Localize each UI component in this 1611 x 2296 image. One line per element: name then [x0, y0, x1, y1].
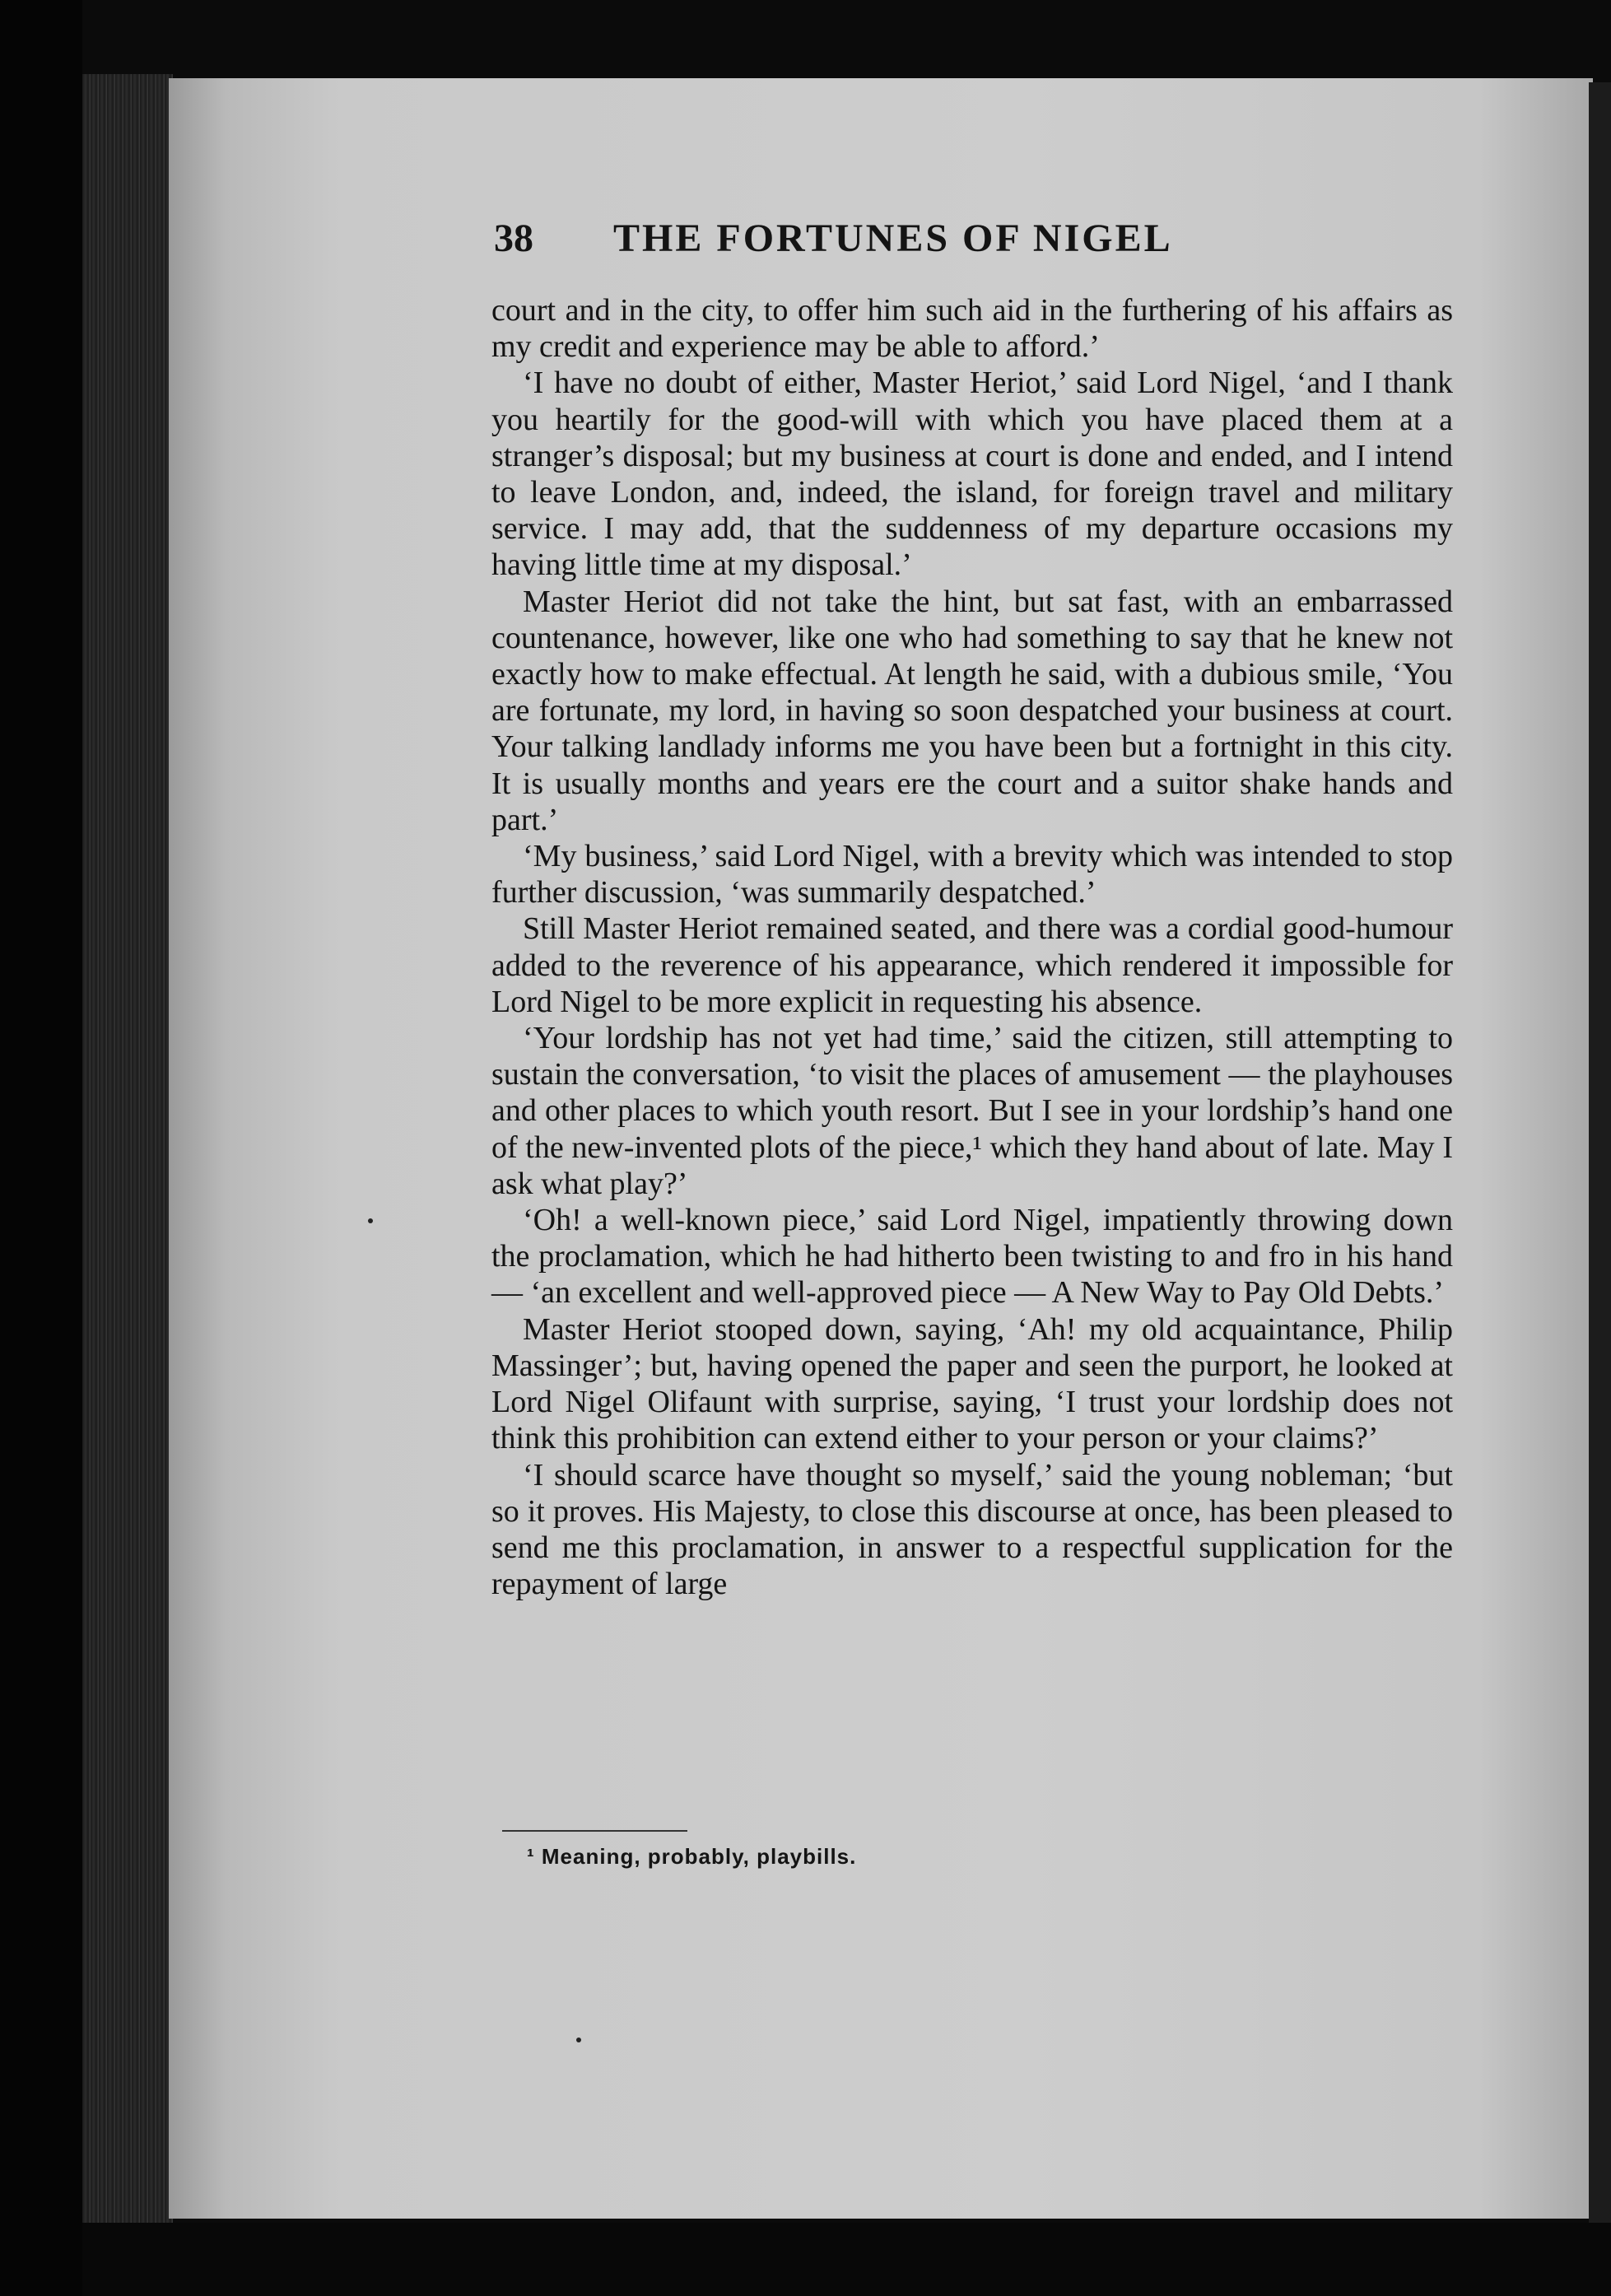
scan-speck	[368, 1218, 373, 1223]
page-header	[494, 216, 1453, 282]
scan-speck	[576, 2038, 581, 2042]
page-bottom-shadow	[82, 2223, 1611, 2296]
paragraph-7: ‘Oh! a well-known piece,’ said Lord Nigel, impatiently throwing down the proclamation, which he had hitherto been twisting to and fro in his hand — ‘an excellent and well-approved piece — A New Way to Pay Old Debts.’	[491, 1203, 1453, 1311]
paragraph-5: Still Master Heriot remained seated, and there was a cordial good-humour added to the reverence of his appearance, which rendered it impossible for Lord Nigel to be more explicit in requesting his absence.	[491, 911, 1453, 1019]
footnote: ¹ Meaning, probably, playbills.	[527, 1844, 857, 1869]
paragraph-8: Master Heriot stooped down, saying, ‘Ah! my old acquaintance, Philip Massinger’; but, having opened the paper and seen the purport, he looked at Lord Nigel Olifaunt with surprise, saying, ‘I trust your lordship does not think this prohibition can extend either to your person or your claims?’	[491, 1311, 1453, 1456]
footnote-rule	[502, 1830, 687, 1832]
paragraph-1: court and in the city, to offer him such aid in the furthering of his affairs as my credit and experience may be able to afford.’	[491, 293, 1453, 365]
body-text	[491, 292, 1453, 1602]
paragraph-2: ‘I have no doubt of either, Master Heriot,’ said Lord Nigel, ‘and I thank you heartily for the good-will with which you have placed them at a stranger’s disposal; but my business at court is done and ended, and I intend to leave London, and, indeed, the island, for foreign travel and military service. I may add, that the suddenness of my departure occasions my having little time at my disposal.’	[491, 366, 1453, 583]
book-binding-shadow	[0, 0, 82, 2296]
paragraph-6: ‘Your lordship has not yet had time,’ said the citizen, still attempting to sustain the conversation, ‘to visit the places of amusement — the playhouses and other places to which youth resort. But I see in your lordship’s hand one of the new-invented plots of the piece,¹ which they hand about of late. May I ask what play?’	[491, 1021, 1453, 1201]
paragraph-3: Master Heriot did not take the hint, but sat fast, with an embarrassed countenance, however, like one who had something to say that he knew not exactly how to make effectual. At length he said, with a dubious smile, ‘You are fortunate, my lord, in having so soon despatched your business at court. Your talking landlady informs me you have been but a fortnight in this city. It is usually months and years ere the court and a suitor shake hands and part.’	[491, 584, 1453, 837]
running-title: THE FORTUNES OF NIGEL	[613, 217, 1173, 260]
page-right-shadow	[1589, 82, 1611, 2223]
paragraph-4: ‘My business,’ said Lord Nigel, with a brevity which was intended to stop further discussion, ‘was summarily despatched.’	[491, 839, 1453, 910]
stacked-page-edges	[82, 74, 173, 2223]
paragraph-9: ‘I should scarce have thought so myself,’ said the young nobleman; ‘but so it proves. His Majesty, to close this discourse at once, has been pleased to send me this proclamation, in answer to a respectful supplication for the repayment of large	[491, 1457, 1453, 1602]
page-number: 38	[494, 217, 533, 260]
